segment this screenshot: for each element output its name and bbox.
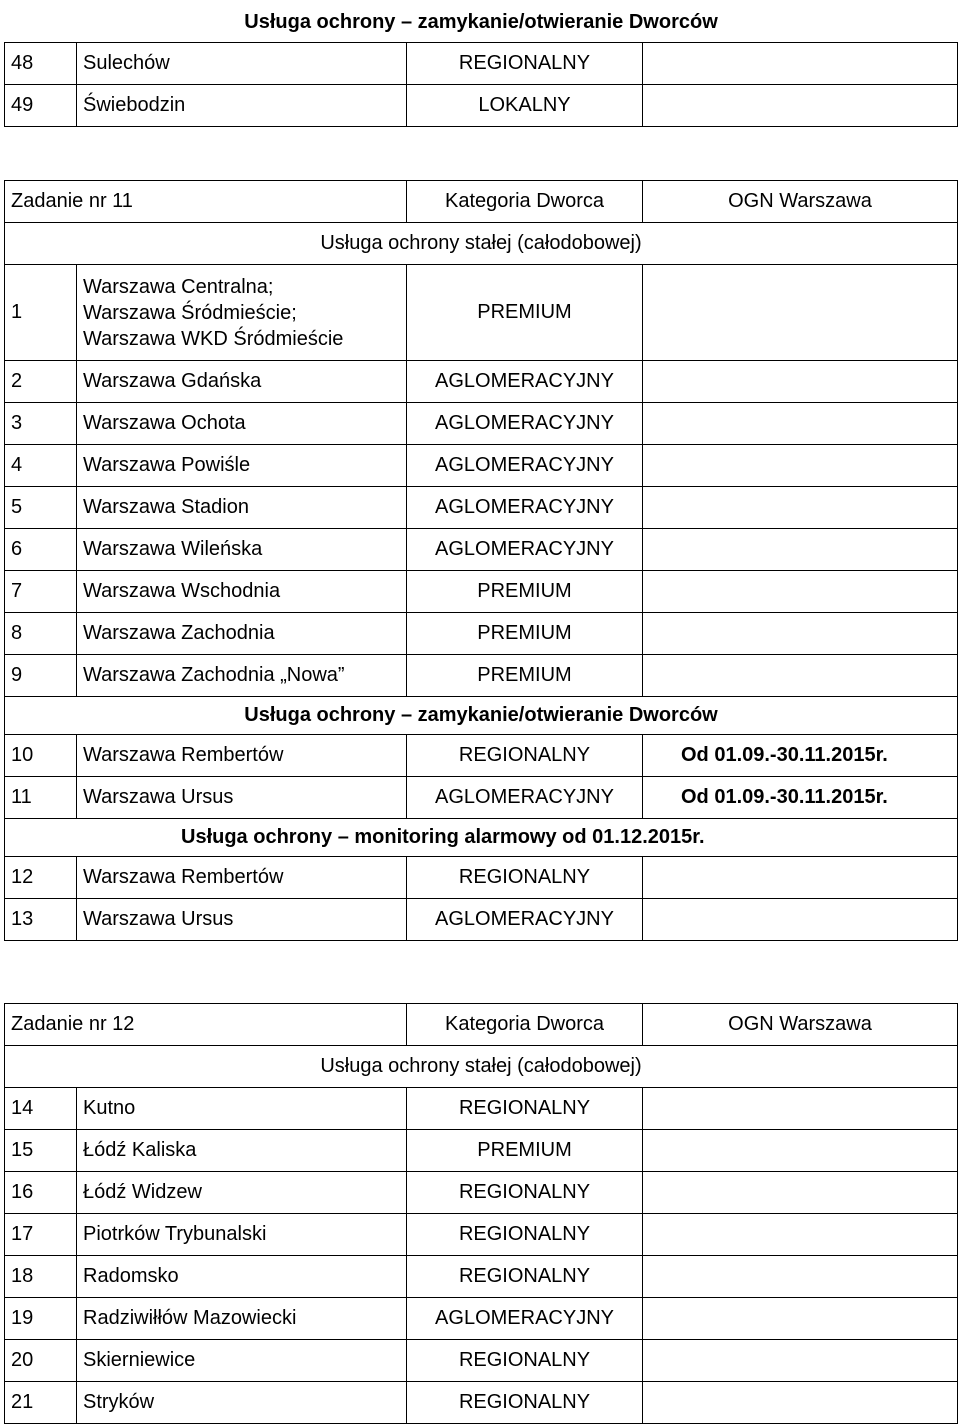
station-category: REGIONALNY	[407, 1256, 643, 1298]
section-header-row	[5, 819, 958, 857]
station-name: Sulechów	[77, 42, 407, 84]
station-name: Radziwiłłów Mazowiecki	[77, 1298, 407, 1340]
station-category: REGIONALNY	[407, 1088, 643, 1130]
table-row	[5, 265, 958, 361]
date-range-note: Od 01.09.-30.11.2015r.	[643, 735, 958, 777]
station-name-multi	[77, 265, 407, 361]
row-number: 12	[5, 857, 77, 899]
empty-cell	[643, 1298, 958, 1340]
row-number: 14	[5, 1088, 77, 1130]
row-number: 20	[5, 1340, 77, 1382]
empty-cell	[643, 84, 958, 126]
station-name: Warszawa Gdańska	[77, 361, 407, 403]
station-category: PREMIUM	[407, 571, 643, 613]
station-category: AGLOMERACYJNY	[407, 1298, 643, 1340]
table-row	[5, 1382, 958, 1424]
station-category: REGIONALNY	[407, 1340, 643, 1382]
task-title: Zadanie nr 11	[5, 181, 407, 223]
station-category: AGLOMERACYJNY	[407, 361, 643, 403]
section-header-row	[5, 1046, 958, 1088]
table-row	[5, 1130, 958, 1172]
station-category: REGIONALNY	[407, 735, 643, 777]
section-header: Usługa ochrony – zamykanie/otwieranie Dworców	[5, 697, 958, 735]
empty-cell	[643, 1088, 958, 1130]
empty-cell	[643, 655, 958, 697]
section-header-row	[5, 697, 958, 735]
station-category: REGIONALNY	[407, 42, 643, 84]
empty-cell	[643, 445, 958, 487]
station-name: Łódź Kaliska	[77, 1130, 407, 1172]
empty-cell	[643, 529, 958, 571]
section-header: Usługa ochrony – zamykanie/otwieranie Dworców	[5, 4, 958, 42]
empty-cell	[643, 487, 958, 529]
station-name: Świebodzin	[77, 84, 407, 126]
unit-label: OGN Warszawa	[643, 1004, 958, 1046]
section-header: Usługa ochrony – monitoring alarmowy od 01.12.2015r.	[5, 819, 958, 857]
station-name: Warszawa Rembertów	[77, 735, 407, 777]
table-row	[5, 655, 958, 697]
table-task-11	[4, 180, 958, 941]
row-number: 7	[5, 571, 77, 613]
table-row	[5, 445, 958, 487]
empty-cell	[643, 1172, 958, 1214]
station-category: REGIONALNY	[407, 857, 643, 899]
station-name: Warszawa Wschodnia	[77, 571, 407, 613]
table-row	[5, 1340, 958, 1382]
table-row	[5, 571, 958, 613]
row-number: 48	[5, 42, 77, 84]
empty-cell	[643, 1130, 958, 1172]
empty-cell	[643, 1382, 958, 1424]
station-name: Kutno	[77, 1088, 407, 1130]
empty-cell	[643, 571, 958, 613]
empty-cell	[643, 613, 958, 655]
station-category: PREMIUM	[407, 655, 643, 697]
station-name: Warszawa Rembertów	[77, 857, 407, 899]
row-number: 10	[5, 735, 77, 777]
table-row	[5, 487, 958, 529]
station-category: AGLOMERACYJNY	[407, 777, 643, 819]
row-number: 18	[5, 1256, 77, 1298]
station-name: Stryków	[77, 1382, 407, 1424]
row-number: 8	[5, 613, 77, 655]
empty-cell	[643, 857, 958, 899]
row-number: 13	[5, 899, 77, 941]
unit-label: OGN Warszawa	[643, 181, 958, 223]
empty-cell	[643, 361, 958, 403]
table-row	[5, 857, 958, 899]
section-header: Usługa ochrony stałej (całodobowej)	[5, 223, 958, 265]
station-category: REGIONALNY	[407, 1214, 643, 1256]
station-name: Piotrków Trybunalski	[77, 1214, 407, 1256]
table-row	[5, 403, 958, 445]
table-row	[5, 613, 958, 655]
table-row	[5, 1298, 958, 1340]
task-header-row	[5, 181, 958, 223]
row-number: 5	[5, 487, 77, 529]
row-number: 16	[5, 1172, 77, 1214]
row-number: 4	[5, 445, 77, 487]
station-category: REGIONALNY	[407, 1382, 643, 1424]
row-number: 6	[5, 529, 77, 571]
category-label: Kategoria Dworca	[407, 1004, 643, 1046]
station-name: Warszawa Ochota	[77, 403, 407, 445]
empty-cell	[643, 1214, 958, 1256]
row-number: 49	[5, 84, 77, 126]
station-name: Warszawa Stadion	[77, 487, 407, 529]
category-label: Kategoria Dworca	[407, 181, 643, 223]
station-category: LOKALNY	[407, 84, 643, 126]
station-category: AGLOMERACYJNY	[407, 487, 643, 529]
empty-cell	[643, 265, 958, 361]
table-row	[5, 735, 958, 777]
row-number: 11	[5, 777, 77, 819]
section-header-row	[5, 223, 958, 265]
station-category: AGLOMERACYJNY	[407, 445, 643, 487]
station-name: Warszawa Ursus	[77, 899, 407, 941]
section-header-row	[5, 4, 958, 42]
table-row	[5, 1088, 958, 1130]
station-name: Warszawa Zachodnia „Nowa”	[77, 655, 407, 697]
empty-cell	[643, 42, 958, 84]
row-number: 15	[5, 1130, 77, 1172]
station-name: Warszawa Powiśle	[77, 445, 407, 487]
row-number: 21	[5, 1382, 77, 1424]
station-line: Warszawa Śródmieście;	[83, 301, 297, 324]
table-row	[5, 1172, 958, 1214]
table-row	[5, 1256, 958, 1298]
station-category: REGIONALNY	[407, 1172, 643, 1214]
row-number: 19	[5, 1298, 77, 1340]
station-line: Warszawa Centralna;	[83, 275, 274, 298]
station-category: AGLOMERACYJNY	[407, 529, 643, 571]
row-number: 2	[5, 361, 77, 403]
row-number: 9	[5, 655, 77, 697]
station-category: AGLOMERACYJNY	[407, 403, 643, 445]
row-number: 3	[5, 403, 77, 445]
table-row	[5, 361, 958, 403]
station-name: Warszawa Ursus	[77, 777, 407, 819]
station-name: Skierniewice	[77, 1340, 407, 1382]
task-header-row	[5, 1004, 958, 1046]
station-name: Łódź Widzew	[77, 1172, 407, 1214]
station-name: Warszawa Zachodnia	[77, 613, 407, 655]
station-category: PREMIUM	[407, 1130, 643, 1172]
station-name: Radomsko	[77, 1256, 407, 1298]
station-category: AGLOMERACYJNY	[407, 899, 643, 941]
date-range-note: Od 01.09.-30.11.2015r.	[643, 777, 958, 819]
row-number: 1	[5, 265, 77, 361]
row-number: 17	[5, 1214, 77, 1256]
table-top	[4, 4, 958, 127]
table-row	[5, 84, 958, 126]
table-row	[5, 529, 958, 571]
station-name: Warszawa Wileńska	[77, 529, 407, 571]
station-category: PREMIUM	[407, 265, 643, 361]
task-title: Zadanie nr 12	[5, 1004, 407, 1046]
table-row	[5, 1214, 958, 1256]
empty-cell	[643, 1340, 958, 1382]
table-row	[5, 777, 958, 819]
table-task-12	[4, 1003, 958, 1424]
station-line: Warszawa WKD Śródmieście	[83, 327, 344, 350]
empty-cell	[643, 403, 958, 445]
empty-cell	[643, 899, 958, 941]
table-row	[5, 42, 958, 84]
table-row	[5, 899, 958, 941]
station-category: PREMIUM	[407, 613, 643, 655]
empty-cell	[643, 1256, 958, 1298]
section-header: Usługa ochrony stałej (całodobowej)	[5, 1046, 958, 1088]
